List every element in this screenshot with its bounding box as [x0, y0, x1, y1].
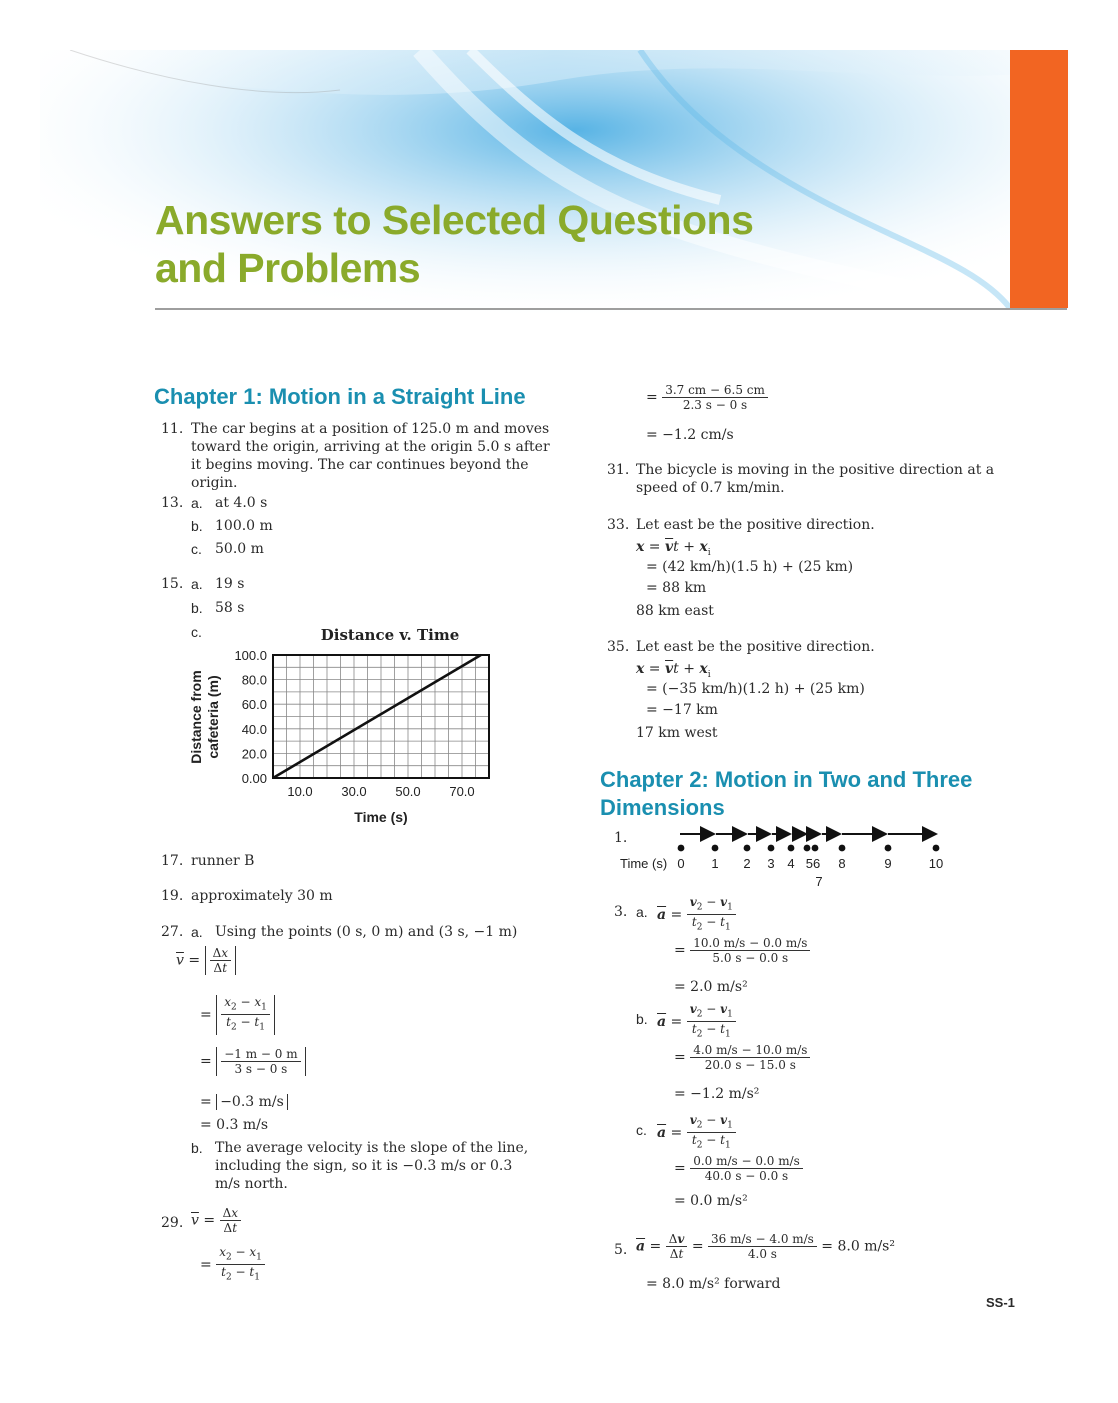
q13-number: 13. [161, 495, 184, 511]
q1-time-tick-under: 7 [815, 874, 823, 889]
chart-y-tick-label: 20.0 [241, 746, 267, 762]
q35-number: 35. [607, 639, 630, 655]
q19-answer: approximately 30 m [191, 888, 333, 904]
q27-number: 27. [161, 924, 184, 940]
q31-answer: The bicycle is moving in the positive direction at a speed of 0.7 km/min. [636, 462, 995, 496]
q5-result1: = 8.0 m/s² [821, 1238, 895, 1255]
q35-eq2: = (−35 km/h)(1.2 h) + (25 km) [646, 681, 865, 697]
q3-c-label: c. [636, 1122, 647, 1138]
q1-motion-dots [678, 845, 940, 852]
page-title-line1: Answers to Selected Questions [155, 197, 754, 243]
chart-y-tick-label: 0.00 [241, 771, 267, 786]
q27-a-label: a. [191, 924, 203, 940]
q33-number: 33. [607, 517, 630, 533]
q3c-eq1: $\overline{a}$ = $\frac{v_2 - v_1}{t_2 - t_1}$ [657, 1113, 736, 1153]
q1-time-tick: 2 [743, 856, 751, 871]
q11-number: 11. [161, 421, 184, 437]
q29-eq1: $\overline{v}$ = $\frac{\Delta x}{\Delta t}$ [191, 1206, 241, 1235]
q29-eq2: = $\frac{x_2 - x_1}{t_2 - t_1}$ [200, 1245, 265, 1285]
chart-x-axis-label: Time (s) [354, 809, 408, 825]
chart-x-tick-label: 10.0 [287, 784, 313, 799]
header-accent-bar [1010, 50, 1068, 308]
q13-a-label: a. [191, 495, 203, 511]
q5-number: 5. [614, 1242, 628, 1258]
page-number: SS-1 [986, 1295, 1015, 1310]
q3a-eq1: $\overline{a}$ = $\frac{v_2 - v_1}{t_2 - t_1}$ [657, 895, 736, 935]
q15-b-answer: 58 s [215, 600, 245, 616]
q27-eq4: = −0.3 m/s [200, 1093, 288, 1111]
q17-number: 17. [161, 853, 184, 869]
q27-eq3: = $\frac{-1 m - 0 m}{3 s - 0 s}$ [200, 1047, 306, 1076]
q5-denominator: 4.0 s [747, 1247, 777, 1261]
page-title-line2: and Problems [155, 245, 421, 291]
q1-time-tick: 4 [787, 856, 795, 871]
chart-y-axis-label-text: Distance from cafeteria (m) [188, 670, 221, 764]
chapter2-heading-line2: Dimensions [600, 795, 725, 820]
q33-intro: Let east be the positive direction. [636, 517, 875, 533]
chart-x-tick-label: 50.0 [395, 784, 421, 799]
chapter2-heading [600, 766, 972, 822]
q11-answer: The car begins at a position of 125.0 m and moves toward the origin, arriving at the origin 5.0 s after it begins moving. The car continues beyond the origin. [191, 421, 550, 491]
page-title [155, 196, 753, 292]
q1-time-tick: 9 [884, 856, 892, 871]
q27-b-answer: The average velocity is the slope of the line, including the sign, so it is −0.3 m/s or 0.3 m/s north. [215, 1140, 529, 1192]
q13-a-answer: at 4.0 s [215, 495, 268, 511]
chart-x-tick-labels [287, 784, 474, 799]
q3b-result: = −1.2 m/s² [674, 1086, 760, 1102]
q33-eq3: = 88 km [646, 580, 707, 596]
chart-y-tick-label: 60.0 [241, 697, 267, 713]
q1-time-tick: 56 [805, 856, 821, 871]
chapter1-heading: Chapter 1: Motion in a Straight Line [154, 384, 526, 409]
q5-eq1: $\overline{a}$ = $\frac{\Delta v}{\Delta t}$ = $\frac{36 m/s - 4.0 m/s}{4.0 s}$ = 8.0 m/s² [636, 1232, 895, 1261]
q3c-eq2: = $\frac{0.0 m/s - 0.0 m/s}{40.0 s - 0.0 s}$ [674, 1154, 803, 1183]
q15-number: 15. [161, 576, 184, 592]
q1-number: 1. [614, 830, 628, 846]
q3-a-label: a. [636, 904, 648, 920]
q29-number: 29. [161, 1215, 184, 1231]
q27-eq2: = $\frac{x_2 - x_1}{t_2 - t_1}$ [200, 995, 275, 1035]
q15-c-label: c. [191, 624, 202, 640]
q13-b-answer: 100.0 m [215, 518, 273, 534]
q29-result: = −1.2 cm/s [646, 427, 734, 443]
q33-eq1: $x = \overline{v}t + x_i$ [636, 539, 711, 558]
q35-intro: Let east be the positive direction. [636, 639, 875, 655]
q29-eq3: = $\frac{3.7 cm - 6.5 cm}{2.3 s - 0 s}$ [646, 383, 768, 412]
q13-c-answer: 50.0 m [215, 541, 264, 557]
q1-time-label: Time (s) [620, 856, 668, 871]
q3a-eq2: = $\frac{10.0 m/s - 0.0 m/s}{5.0 s - 0.0 s}$ [674, 936, 810, 965]
chart-y-axis-label [182, 662, 228, 772]
q1-motion-diagram [610, 826, 960, 892]
q3a-denominator: 5.0 s − 0.0 s [712, 951, 789, 965]
chart-y-tick-label: 80.0 [241, 672, 267, 688]
q31-number: 31. [607, 462, 630, 478]
q29-eq3-denominator: 2.3 s − 0 s [682, 398, 748, 412]
q3a-numerator: 10.0 m/s − 0.0 m/s [690, 936, 810, 951]
q3a-result: = 2.0 m/s² [674, 979, 748, 995]
chart-y-tick-label: 40.0 [241, 721, 267, 737]
chart-x-tick-label: 30.0 [341, 784, 367, 799]
q29-eq3-numerator: 3.7 cm − 6.5 cm [662, 383, 768, 398]
q35-eq3: = −17 km [646, 702, 718, 718]
q17-answer: runner B [191, 853, 255, 869]
q1-time-tick: 10 [928, 856, 944, 871]
q1-time-tick: 8 [838, 856, 846, 871]
q27-eq5: = 0.3 m/s [200, 1117, 269, 1133]
q33-eq2: = (42 km/h)(1.5 h) + (25 km) [646, 559, 854, 575]
q3b-eq2: = $\frac{4.0 m/s - 10.0 m/s}{20.0 s - 15.0 s}$ [674, 1043, 810, 1072]
q3b-eq1: $\overline{a}$ = $\frac{v_2 - v_1}{t_2 - t_1}$ [657, 1002, 736, 1042]
chart-x-tick-label: 70.0 [449, 784, 475, 799]
q13-c-label: c. [191, 541, 202, 557]
q3b-numerator: 4.0 m/s − 10.0 m/s [690, 1043, 810, 1058]
q35-eq1: $x = \overline{v}t + x_i$ [636, 661, 711, 680]
chart-y-tick-label: 100.0 [234, 648, 267, 663]
q5-result2: = 8.0 m/s² forward [646, 1276, 781, 1292]
q3c-denominator: 40.0 s − 0.0 s [704, 1169, 789, 1183]
q19-number: 19. [161, 888, 184, 904]
q15-a-label: a. [191, 576, 203, 592]
q1-time-tick: 0 [677, 856, 685, 871]
q15-a-answer: 19 s [215, 576, 245, 592]
q3-b-label: b. [636, 1011, 648, 1027]
q15-b-label: b. [191, 600, 203, 616]
q5-numerator: 36 m/s − 4.0 m/s [708, 1232, 817, 1247]
q35-answer: 17 km west [636, 725, 718, 741]
q1-time-tick: 3 [767, 856, 775, 871]
q33-answer: 88 km east [636, 603, 714, 619]
chart-y-tick-labels [234, 648, 267, 786]
q13-b-label: b. [191, 518, 203, 534]
q3c-numerator: 0.0 m/s − 0.0 m/s [690, 1154, 803, 1169]
chart-title: Distance v. Time [320, 626, 460, 644]
q27-eq1: $\overline{v}$ = $\frac{\Delta x}{\Delta t}$ [176, 946, 236, 975]
q1-time-tick: 1 [711, 856, 719, 871]
q27-a-text: Using the points (0 s, 0 m) and (3 s, −1 m) [215, 924, 518, 940]
chapter2-heading-line1: Chapter 2: Motion in Two and Three [600, 767, 973, 792]
q3b-denominator: 20.0 s − 15.0 s [704, 1058, 796, 1072]
q27-b-label: b. [191, 1140, 203, 1156]
q3-number: 3. [614, 904, 628, 920]
title-rule [155, 308, 1067, 310]
q3c-result: = 0.0 m/s² [674, 1193, 748, 1209]
